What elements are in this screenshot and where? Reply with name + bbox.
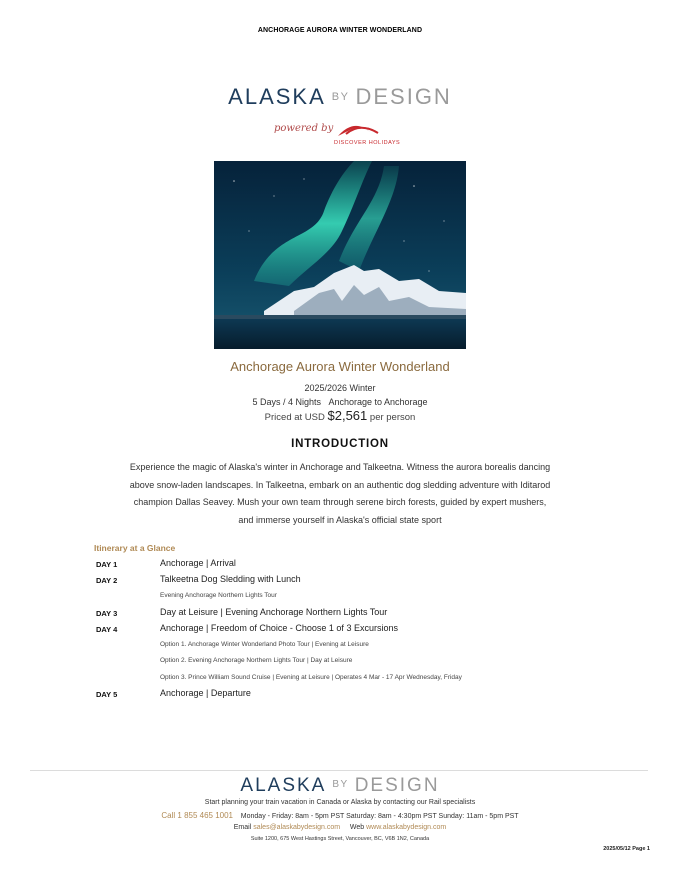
price-amount: $2,561 [327,408,368,423]
tour-duration: 5 Days / 4 Nights [252,397,321,407]
document-title: ANCHORAGE AURORA WINTER WONDERLAND [257,27,423,34]
price-suffix: per person [369,412,416,423]
footer-web-link[interactable]: www.alaskabydesign.com [366,824,447,831]
day-label: DAY 1 [96,560,118,569]
powered-by-text: powered by [274,123,334,134]
footer-email-web [0,824,680,831]
page-number: 2025/05/12 Page 1 [603,846,650,852]
day-subitem: Option 1. Anchorage Winter Wonderland Photo Tour | Evening at Leisure [160,641,369,648]
introduction-heading: INTRODUCTION [291,438,389,450]
footer-brand-logo [0,775,680,797]
price-prefix: Priced at USD [264,412,325,423]
day-subitem: Option 3. Prince William Sound Cruise | Evening at Leisure | Operates 4 Mar - 17 Apr Wednesday, Friday [160,674,462,681]
intro-line: above snow-laden landscapes. In Talkeetna, embark on an authentic dog sledding adventure with Iditarod [129,479,551,490]
tour-price [0,408,680,423]
day-title: Anchorage | Arrival [160,558,236,568]
intro-line: champion Dallas Seavey. Mush your own team through serene birch forests, guided by expert mushers, [133,497,547,507]
day-subitem: Option 2. Evening Anchorage Northern Lights Tour | Day at Leisure [160,657,353,664]
day-label: DAY 5 [96,690,118,699]
footer-address: Suite 1200, 675 West Hastings Street, Vancouver, BC, V6B 1N2, Canada [250,836,430,842]
discover-holidays-logo-icon [332,118,402,146]
introduction-text [92,459,588,529]
footer-contact-line [0,811,680,820]
tour-name: Anchorage Aurora Winter Wonderland [230,359,450,374]
hero-image [214,161,466,349]
footer-hours: Monday - Friday: 8am - 5pm PST Saturday: 8am - 4:30pm PST Sunday: 11am - 5pm PST [240,813,519,820]
footer-divider [30,770,648,771]
footer-web-label: Web [349,824,365,831]
day-label: DAY 3 [96,609,118,618]
day-label: DAY 4 [96,625,118,634]
day-title: Talkeetna Dog Sledding with Lunch [160,574,301,584]
logo-by: BY [331,91,350,103]
itinerary-heading: Itinerary at a Glance [94,543,176,553]
tour-route: Anchorage to Anchorage [328,397,428,407]
logo-design: DESIGN [355,84,452,109]
tour-season: 2025/2026 Winter [304,383,376,393]
footer-email-link[interactable]: sales@alaskabydesign.com [253,824,341,831]
logo-alaska: ALASKA [228,84,326,109]
logo-by: BY [332,779,349,790]
day-title: Anchorage | Departure [160,688,251,698]
aurora-mountain-photo-icon [214,161,466,349]
footer-tagline: Start planning your train vacation in Canada or Alaska by contacting our Rail specialists [204,799,476,806]
logo-alaska: ALASKA [240,775,327,796]
day-title: Day at Leisure | Evening Anchorage Northern Lights Tour [160,607,388,617]
intro-line: and immerse yourself in Alaska's official state sport [238,514,442,525]
brand-logo [0,84,680,110]
day-title: Anchorage | Freedom of Choice - Choose 1 of 3 Excursions [160,623,398,633]
footer-phone-link[interactable]: Call 1 855 465 1001 [161,811,234,820]
day-label: DAY 2 [96,576,118,585]
day-subitem: Evening Anchorage Northern Lights Tour [160,592,277,599]
tour-duration-route [0,397,680,407]
logo-design: DESIGN [354,775,440,796]
footer-email-label: Email [233,824,252,831]
discover-holidays-text: DISCOVER HOLIDAYS [334,140,401,146]
intro-line: Experience the magic of Alaska's winter in Anchorage and Talkeetna. Witness the aurora borealis dancing [129,462,551,472]
powered-by-badge [270,118,410,146]
